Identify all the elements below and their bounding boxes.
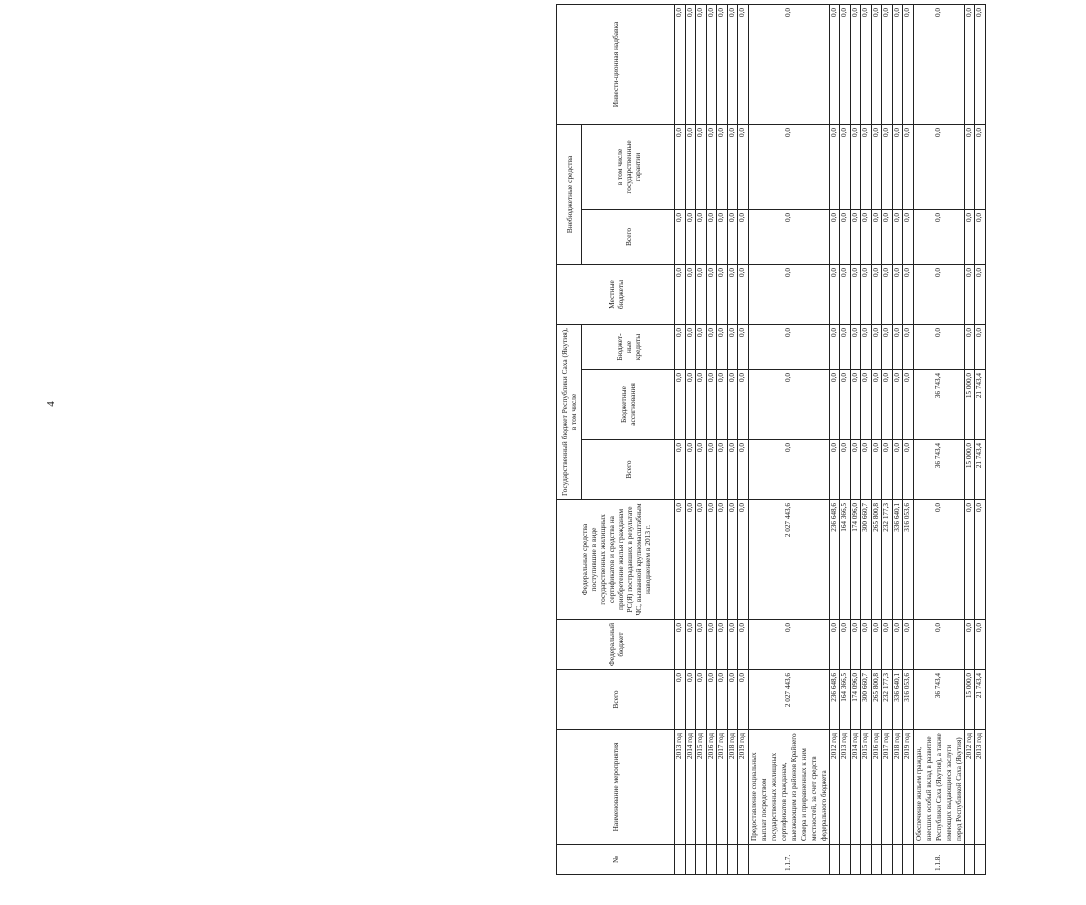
cell-total: 0,0 <box>717 670 728 730</box>
cell-extra-total: 0,0 <box>913 209 964 264</box>
cell-name: 2019 год <box>903 730 914 845</box>
cell-extra-total: 0,0 <box>748 209 829 264</box>
cell-name: 2017 год <box>717 730 728 845</box>
cell-federal: 0,0 <box>748 620 829 670</box>
cell-extra-total: 0,0 <box>829 209 840 264</box>
cell-state-allocations: 0,0 <box>829 370 840 440</box>
cell-no <box>675 845 686 875</box>
cell-invest: 0,0 <box>913 4 964 124</box>
cell-state-total: 0,0 <box>861 440 872 500</box>
cell-invest: 0,0 <box>871 4 882 124</box>
cell-extra-guarantees: 0,0 <box>706 124 717 209</box>
cell-invest: 0,0 <box>696 4 707 124</box>
table-row <box>903 4 914 874</box>
header-name: Наименование мероприятия <box>557 730 675 845</box>
cell-state-credits: 0,0 <box>717 324 728 369</box>
cell-extra-guarantees: 0,0 <box>964 124 975 209</box>
cell-federal-cert: 336 640,1 <box>892 500 903 620</box>
cell-state-allocations: 15 000,0 <box>964 370 975 440</box>
cell-extra-guarantees: 0,0 <box>850 124 861 209</box>
cell-extra-total: 0,0 <box>964 209 975 264</box>
cell-state-allocations: 0,0 <box>738 370 749 440</box>
cell-no <box>850 845 861 875</box>
cell-federal: 0,0 <box>727 620 738 670</box>
cell-extra-total: 0,0 <box>871 209 882 264</box>
cell-no <box>871 845 882 875</box>
cell-extra-guarantees: 0,0 <box>727 124 738 209</box>
cell-local: 0,0 <box>913 264 964 324</box>
table-row <box>685 4 696 874</box>
table-row <box>675 4 686 874</box>
cell-state-allocations: 0,0 <box>882 370 893 440</box>
header-federal: Федеральный бюджет <box>557 620 675 670</box>
cell-invest: 0,0 <box>706 4 717 124</box>
cell-extra-total: 0,0 <box>840 209 851 264</box>
cell-federal-cert: 0,0 <box>706 500 717 620</box>
cell-extra-guarantees: 0,0 <box>840 124 851 209</box>
cell-extra-total: 0,0 <box>717 209 728 264</box>
header-extra-guarantees: в том числе государственные гарантии <box>582 124 675 209</box>
cell-state-total: 0,0 <box>748 440 829 500</box>
table-row <box>727 4 738 874</box>
header-no: № <box>557 845 675 875</box>
table-row <box>975 4 986 874</box>
cell-local: 0,0 <box>882 264 893 324</box>
cell-state-allocations: 0,0 <box>717 370 728 440</box>
cell-federal-cert: 265 800,8 <box>871 500 882 620</box>
cell-federal-cert: 2 027 443,6 <box>748 500 829 620</box>
cell-local: 0,0 <box>738 264 749 324</box>
cell-federal-cert: 0,0 <box>685 500 696 620</box>
cell-state-credits: 0,0 <box>829 324 840 369</box>
cell-state-total: 0,0 <box>850 440 861 500</box>
cell-state-total: 0,0 <box>892 440 903 500</box>
header-invest: Инвести-ционная надбавка <box>557 4 675 124</box>
table-row-item <box>748 4 829 874</box>
table-row <box>871 4 882 874</box>
cell-state-credits: 0,0 <box>840 324 851 369</box>
cell-extra-total: 0,0 <box>882 209 893 264</box>
cell-state-total: 0,0 <box>738 440 749 500</box>
cell-name: 2012 год <box>829 730 840 845</box>
cell-state-total: 0,0 <box>871 440 882 500</box>
page-number: 4 <box>44 401 57 407</box>
cell-local: 0,0 <box>975 264 986 324</box>
cell-state-allocations: 0,0 <box>850 370 861 440</box>
cell-invest: 0,0 <box>892 4 903 124</box>
cell-extra-guarantees: 0,0 <box>892 124 903 209</box>
cell-total: 232 177,3 <box>882 670 893 730</box>
cell-extra-guarantees: 0,0 <box>675 124 686 209</box>
cell-state-credits: 0,0 <box>696 324 707 369</box>
header-local: Местные бюджеты <box>557 264 675 324</box>
cell-federal: 0,0 <box>882 620 893 670</box>
cell-invest: 0,0 <box>840 4 851 124</box>
cell-total: 15 000,0 <box>964 670 975 730</box>
cell-extra-total: 0,0 <box>706 209 717 264</box>
cell-extra-total: 0,0 <box>850 209 861 264</box>
cell-state-total: 21 743,4 <box>975 440 986 500</box>
cell-state-total: 0,0 <box>717 440 728 500</box>
cell-extra-guarantees: 0,0 <box>829 124 840 209</box>
cell-local: 0,0 <box>871 264 882 324</box>
cell-no <box>975 845 986 875</box>
cell-federal: 0,0 <box>706 620 717 670</box>
cell-extra-total: 0,0 <box>696 209 707 264</box>
cell-state-allocations: 0,0 <box>675 370 686 440</box>
cell-state-credits: 0,0 <box>861 324 872 369</box>
cell-name: Предоставление социальных выплат посредством государственных жилищных сертификатов гражданам, выезжающим из районов Крайнего Севера и приравненных к ним местностей, за счет средств федерального бюджета <box>748 730 829 845</box>
cell-no <box>882 845 893 875</box>
cell-invest: 0,0 <box>861 4 872 124</box>
cell-local: 0,0 <box>850 264 861 324</box>
cell-extra-total: 0,0 <box>903 209 914 264</box>
cell-state-credits: 0,0 <box>685 324 696 369</box>
cell-extra-total: 0,0 <box>861 209 872 264</box>
cell-state-allocations: 0,0 <box>727 370 738 440</box>
cell-state-credits: 0,0 <box>882 324 893 369</box>
cell-state-total: 0,0 <box>685 440 696 500</box>
cell-state-credits: 0,0 <box>871 324 882 369</box>
cell-state-allocations: 0,0 <box>748 370 829 440</box>
cell-name: 2018 год <box>727 730 738 845</box>
table-row <box>829 4 840 874</box>
cell-local: 0,0 <box>903 264 914 324</box>
cell-federal: 0,0 <box>675 620 686 670</box>
cell-total: 0,0 <box>685 670 696 730</box>
cell-federal: 0,0 <box>913 620 964 670</box>
cell-extra-total: 0,0 <box>738 209 749 264</box>
cell-state-allocations: 0,0 <box>706 370 717 440</box>
header-extra-total: Всего <box>582 209 675 264</box>
cell-federal: 0,0 <box>903 620 914 670</box>
cell-extra-guarantees: 0,0 <box>871 124 882 209</box>
cell-state-credits: 0,0 <box>748 324 829 369</box>
cell-state-allocations: 21 743,4 <box>975 370 986 440</box>
cell-local: 0,0 <box>840 264 851 324</box>
cell-name: 2017 год <box>882 730 893 845</box>
cell-state-credits: 0,0 <box>850 324 861 369</box>
cell-state-credits: 0,0 <box>975 324 986 369</box>
cell-federal: 0,0 <box>738 620 749 670</box>
cell-name: 2015 год <box>696 730 707 845</box>
cell-no <box>685 845 696 875</box>
table-row <box>706 4 717 874</box>
cell-name: 2018 год <box>892 730 903 845</box>
cell-invest: 0,0 <box>717 4 728 124</box>
header-state-total: Всего <box>582 440 675 500</box>
cell-no <box>964 845 975 875</box>
cell-local: 0,0 <box>727 264 738 324</box>
cell-invest: 0,0 <box>748 4 829 124</box>
cell-total: 0,0 <box>706 670 717 730</box>
cell-total: 300 660,7 <box>861 670 872 730</box>
cell-extra-guarantees: 0,0 <box>975 124 986 209</box>
cell-state-total: 0,0 <box>882 440 893 500</box>
cell-federal-cert: 0,0 <box>696 500 707 620</box>
cell-no <box>717 845 728 875</box>
cell-name: 2013 год <box>675 730 686 845</box>
cell-federal-cert: 0,0 <box>975 500 986 620</box>
cell-extra-total: 0,0 <box>685 209 696 264</box>
cell-federal-cert: 174 096,0 <box>850 500 861 620</box>
cell-total: 265 800,8 <box>871 670 882 730</box>
cell-state-total: 0,0 <box>840 440 851 500</box>
cell-invest: 0,0 <box>738 4 749 124</box>
cell-federal-cert: 236 648,6 <box>829 500 840 620</box>
cell-state-credits: 0,0 <box>706 324 717 369</box>
cell-no <box>861 845 872 875</box>
cell-name: Обеспечение жильем граждан, внесших особый вклад в развитие Республики Саха (Якутия), а также имеющих выдающиеся заслуги перед Республикой Саха (Якутия) <box>913 730 964 845</box>
cell-extra-guarantees: 0,0 <box>861 124 872 209</box>
cell-local: 0,0 <box>696 264 707 324</box>
cell-extra-guarantees: 0,0 <box>913 124 964 209</box>
cell-state-allocations: 0,0 <box>903 370 914 440</box>
cell-federal-cert: 0,0 <box>727 500 738 620</box>
cell-state-credits: 0,0 <box>675 324 686 369</box>
header-extrabudget-group: Внебюджетные средства <box>557 124 582 264</box>
cell-no <box>892 845 903 875</box>
cell-invest: 0,0 <box>882 4 893 124</box>
cell-no <box>706 845 717 875</box>
cell-extra-total: 0,0 <box>675 209 686 264</box>
cell-local: 0,0 <box>706 264 717 324</box>
cell-invest: 0,0 <box>903 4 914 124</box>
cell-no <box>738 845 749 875</box>
cell-federal: 0,0 <box>892 620 903 670</box>
cell-total: 0,0 <box>675 670 686 730</box>
cell-local: 0,0 <box>748 264 829 324</box>
table-row-item <box>913 4 964 874</box>
cell-total: 236 648,6 <box>829 670 840 730</box>
cell-total: 36 743,4 <box>913 670 964 730</box>
cell-local: 0,0 <box>861 264 872 324</box>
cell-state-credits: 0,0 <box>964 324 975 369</box>
table-row <box>850 4 861 874</box>
cell-name: 2012 год <box>964 730 975 845</box>
cell-invest: 0,0 <box>675 4 686 124</box>
cell-invest: 0,0 <box>829 4 840 124</box>
cell-local: 0,0 <box>675 264 686 324</box>
cell-invest: 0,0 <box>964 4 975 124</box>
cell-state-allocations: 0,0 <box>840 370 851 440</box>
cell-name: 2016 год <box>706 730 717 845</box>
cell-state-total: 0,0 <box>903 440 914 500</box>
cell-name: 2015 год <box>861 730 872 845</box>
cell-federal: 0,0 <box>871 620 882 670</box>
table-body <box>675 4 986 874</box>
cell-federal: 0,0 <box>696 620 707 670</box>
cell-name: 2014 год <box>850 730 861 845</box>
cell-federal: 0,0 <box>861 620 872 670</box>
cell-state-allocations: 0,0 <box>892 370 903 440</box>
cell-invest: 0,0 <box>850 4 861 124</box>
cell-no <box>727 845 738 875</box>
cell-state-credits: 0,0 <box>913 324 964 369</box>
cell-extra-guarantees: 0,0 <box>696 124 707 209</box>
cell-federal-cert: 164 366,5 <box>840 500 851 620</box>
cell-total: 174 096,0 <box>850 670 861 730</box>
table-header <box>557 4 675 874</box>
cell-state-total: 0,0 <box>696 440 707 500</box>
table-row <box>696 4 707 874</box>
cell-name: 2014 год <box>685 730 696 845</box>
cell-total: 21 743,4 <box>975 670 986 730</box>
header-federal-cert: Федеральные средства поступившие в виде государственных жилищных сертификатов и средства на приобретение жилья гражданам РС(Я) пострадавших в результате ЧС, вызванной крупномасштабным наводнением в 2013 г. <box>557 500 675 620</box>
table-row <box>964 4 975 874</box>
header-state-budget-group: Государственный бюджет Республики Саха (Якутия), в том числе <box>557 324 582 499</box>
cell-name: 2013 год <box>975 730 986 845</box>
cell-no <box>696 845 707 875</box>
cell-federal-cert: 0,0 <box>964 500 975 620</box>
cell-total: 164 366,5 <box>840 670 851 730</box>
cell-federal: 0,0 <box>717 620 728 670</box>
cell-state-total: 0,0 <box>727 440 738 500</box>
cell-state-allocations: 36 743,4 <box>913 370 964 440</box>
header-state-allocations: Бюджетные ассигнования <box>582 370 675 440</box>
cell-federal-cert: 0,0 <box>717 500 728 620</box>
cell-local: 0,0 <box>717 264 728 324</box>
cell-state-allocations: 0,0 <box>696 370 707 440</box>
table-row <box>840 4 851 874</box>
cell-no: 1.1.8. <box>913 845 964 875</box>
cell-federal: 0,0 <box>840 620 851 670</box>
cell-extra-guarantees: 0,0 <box>882 124 893 209</box>
financing-table <box>556 4 986 875</box>
cell-invest: 0,0 <box>685 4 696 124</box>
cell-name: 2016 год <box>871 730 882 845</box>
cell-no <box>829 845 840 875</box>
cell-extra-guarantees: 0,0 <box>748 124 829 209</box>
cell-extra-guarantees: 0,0 <box>685 124 696 209</box>
table-row <box>861 4 872 874</box>
cell-state-total: 0,0 <box>675 440 686 500</box>
cell-invest: 0,0 <box>975 4 986 124</box>
cell-no <box>840 845 851 875</box>
cell-extra-guarantees: 0,0 <box>903 124 914 209</box>
cell-invest: 0,0 <box>727 4 738 124</box>
cell-name: 2013 год <box>840 730 851 845</box>
cell-state-allocations: 0,0 <box>871 370 882 440</box>
cell-state-allocations: 0,0 <box>685 370 696 440</box>
cell-extra-total: 0,0 <box>727 209 738 264</box>
table-row <box>738 4 749 874</box>
cell-extra-total: 0,0 <box>975 209 986 264</box>
cell-extra-total: 0,0 <box>892 209 903 264</box>
cell-total: 0,0 <box>696 670 707 730</box>
cell-local: 0,0 <box>964 264 975 324</box>
cell-state-credits: 0,0 <box>738 324 749 369</box>
cell-local: 0,0 <box>892 264 903 324</box>
table-row <box>717 4 728 874</box>
cell-total: 0,0 <box>738 670 749 730</box>
cell-state-credits: 0,0 <box>903 324 914 369</box>
cell-total: 0,0 <box>727 670 738 730</box>
cell-local: 0,0 <box>829 264 840 324</box>
cell-state-total: 36 743,4 <box>913 440 964 500</box>
cell-federal-cert: 316 053,6 <box>903 500 914 620</box>
cell-no: 1.1.7. <box>748 845 829 875</box>
cell-state-allocations: 0,0 <box>861 370 872 440</box>
cell-local: 0,0 <box>685 264 696 324</box>
cell-federal: 0,0 <box>975 620 986 670</box>
table-row <box>892 4 903 874</box>
cell-state-total: 15 000,0 <box>964 440 975 500</box>
cell-federal-cert: 0,0 <box>913 500 964 620</box>
cell-total: 316 053,6 <box>903 670 914 730</box>
cell-state-total: 0,0 <box>829 440 840 500</box>
header-state-credits: Бюджет-ные кредиты <box>582 324 675 369</box>
cell-total: 2 027 443,6 <box>748 670 829 730</box>
cell-federal: 0,0 <box>685 620 696 670</box>
cell-extra-guarantees: 0,0 <box>738 124 749 209</box>
cell-no <box>903 845 914 875</box>
cell-federal-cert: 300 660,7 <box>861 500 872 620</box>
cell-federal-cert: 0,0 <box>738 500 749 620</box>
rotated-page <box>556 5 1086 875</box>
cell-state-total: 0,0 <box>706 440 717 500</box>
cell-state-credits: 0,0 <box>892 324 903 369</box>
cell-extra-guarantees: 0,0 <box>717 124 728 209</box>
cell-state-credits: 0,0 <box>727 324 738 369</box>
cell-federal: 0,0 <box>850 620 861 670</box>
cell-total: 336 640,1 <box>892 670 903 730</box>
cell-federal-cert: 232 177,3 <box>882 500 893 620</box>
header-total: Всего <box>557 670 675 730</box>
table-row <box>882 4 893 874</box>
cell-federal-cert: 0,0 <box>675 500 686 620</box>
cell-name: 2019 год <box>738 730 749 845</box>
cell-federal: 0,0 <box>829 620 840 670</box>
cell-federal: 0,0 <box>964 620 975 670</box>
